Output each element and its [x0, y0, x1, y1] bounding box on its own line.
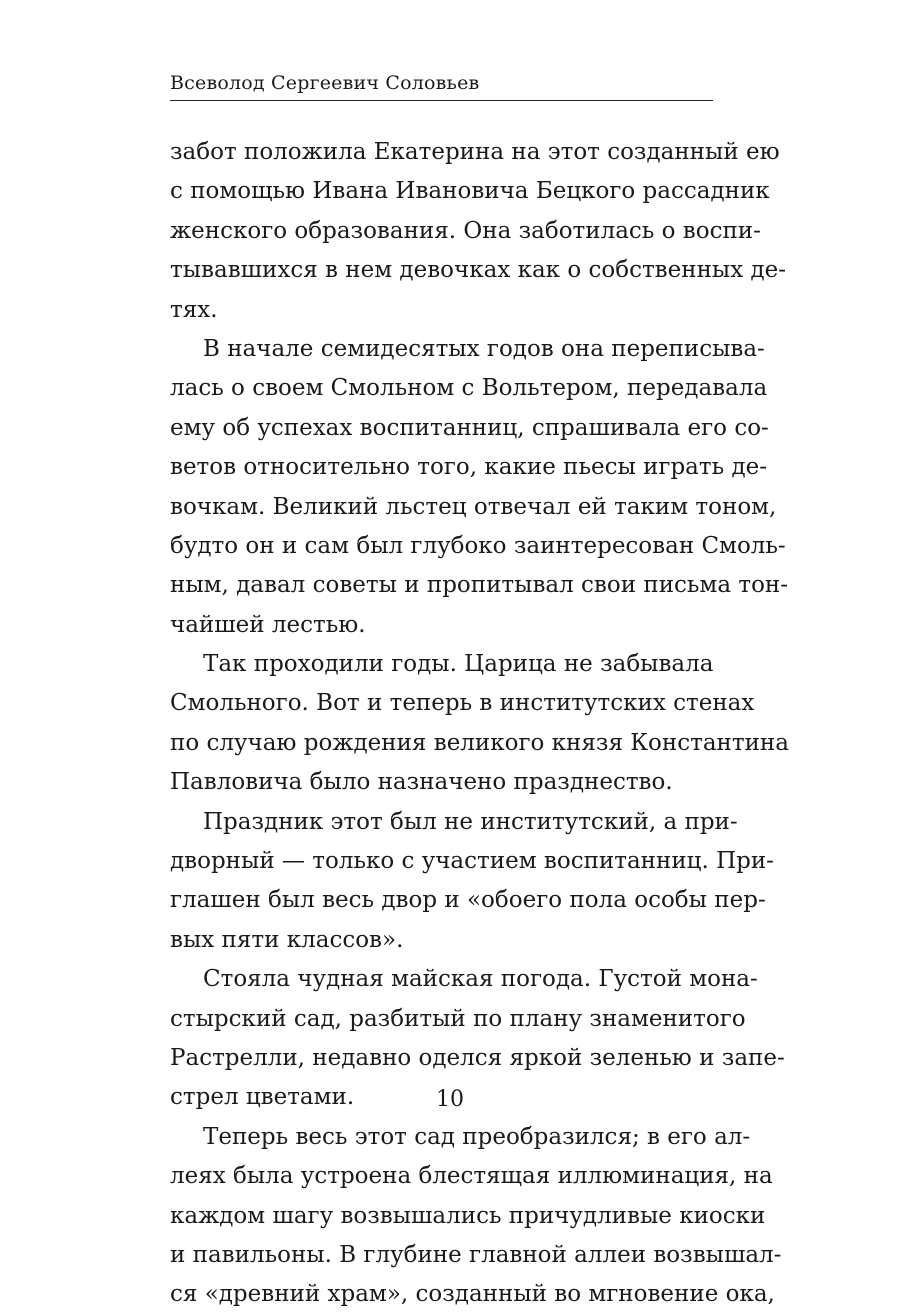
- text-line: Растрелли, недавно оделся яркой зеленью и запе-: [170, 1044, 785, 1071]
- text-line: ся «древний храм», созданный во мгновение ока,: [170, 1281, 775, 1308]
- text-line: каждом шагу возвышались причудливые киоски: [170, 1202, 766, 1229]
- text-line: В начале семидесятых годов она переписыва-: [203, 335, 765, 362]
- text-line: Смольного. Вот и теперь в институтских стенах: [170, 690, 755, 717]
- text-line: ным, давал советы и пропитывал свои письма тон-: [170, 572, 789, 599]
- text-line: тывавшихся в нем девочках как о собственных де-: [170, 257, 787, 284]
- text-line: с помощью Ивана Ивановича Бецкого рассадник: [170, 178, 770, 205]
- text-line: Праздник этот был не институтский, а при-: [203, 808, 738, 835]
- text-line: тях.: [170, 296, 218, 323]
- page-number: 10: [436, 1087, 464, 1112]
- text-line: ветов относительно того, какие пьесы играть де-: [170, 454, 767, 481]
- text-line: Павловича было назначено празднество.: [170, 769, 673, 796]
- text-line: будто он и сам был глубоко заинтересован Смоль-: [170, 532, 786, 559]
- running-header: Всеволод Сергеевич Соловьев: [170, 72, 480, 94]
- text-line: Так проходили годы. Царица не забывала: [203, 651, 714, 678]
- body-text: [170, 133, 789, 1315]
- text-line: глашен был весь двор и «обоего пола особы пер-: [170, 887, 766, 914]
- text-line: лась о своем Смольном с Вольтером, передавала: [170, 375, 768, 402]
- header-rule: [170, 100, 713, 101]
- text-line: и павильоны. В глубине главной аллеи возвышал-: [170, 1241, 782, 1268]
- text-line: Теперь весь этот сад преобразился; в его ал-: [203, 1123, 751, 1150]
- text-line: женского образования. Она заботилась о воспи-: [170, 217, 761, 244]
- text-line: Стояла чудная майская погода. Густой мона-: [203, 966, 758, 993]
- text-line: чайшей лестью.: [170, 611, 366, 638]
- text-line: ему об успехах воспитанниц, спрашивала его со-: [170, 414, 769, 441]
- text-line: по случаю рождения великого князя Константина: [170, 729, 789, 756]
- text-line: вочкам. Великий льстец отвечал ей таким тоном,: [170, 493, 777, 520]
- text-line: стырский сад, разбитый по плану знаменитого: [170, 1005, 746, 1032]
- text-line: дворный — только с участием воспитанниц. При-: [170, 848, 774, 875]
- text-line: леях была устроена блестящая иллюминация, на: [170, 1163, 773, 1190]
- text-line: стрел цветами.: [170, 1084, 355, 1111]
- text-line: забот положила Екатерина на этот созданный ею: [170, 139, 780, 165]
- text-line: вых пяти классов».: [170, 926, 404, 953]
